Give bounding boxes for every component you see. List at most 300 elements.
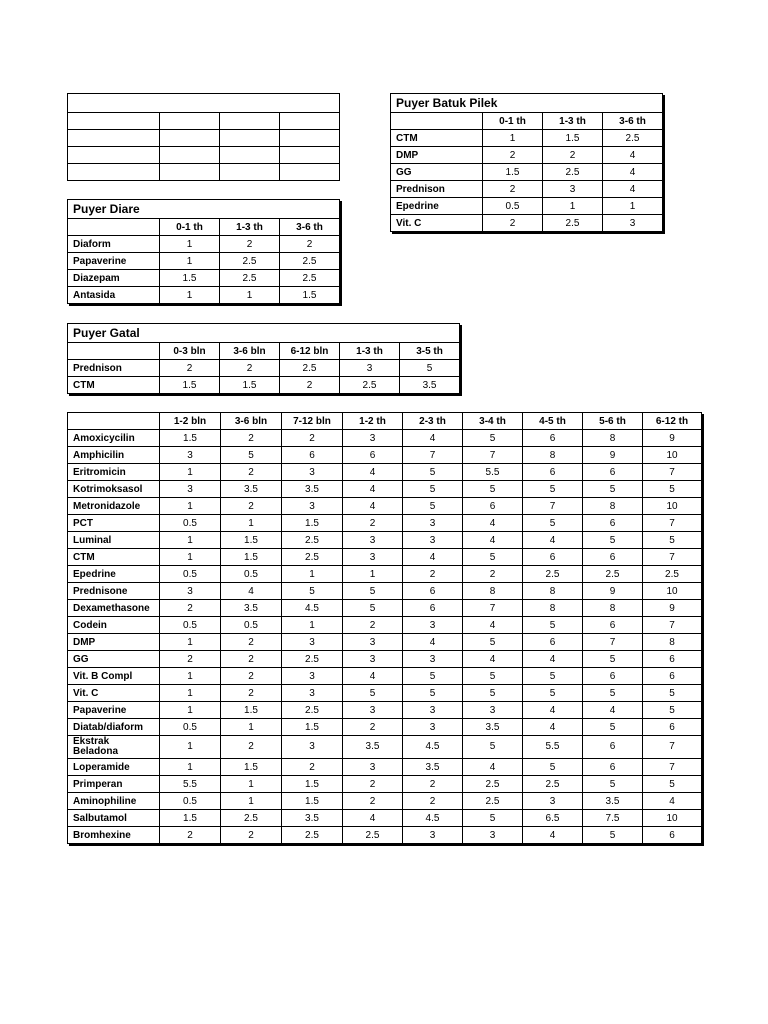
dose-cell: 8 bbox=[583, 600, 643, 617]
dose-cell: 1 bbox=[160, 759, 221, 776]
dose-cell: 5 bbox=[523, 481, 583, 498]
row-label: GG bbox=[68, 651, 160, 668]
blank-cell bbox=[160, 164, 220, 181]
dose-cell: 4 bbox=[463, 532, 523, 549]
dose-cell: 5 bbox=[643, 685, 702, 702]
dose-cell: 0.5 bbox=[483, 198, 543, 215]
row-label: Prednison bbox=[391, 181, 483, 198]
dose-cell: 5 bbox=[403, 464, 463, 481]
dose-cell: 2 bbox=[343, 719, 403, 736]
dose-cell: 2 bbox=[220, 360, 280, 377]
dose-cell: 2 bbox=[483, 147, 543, 164]
dose-cell: 6 bbox=[583, 668, 643, 685]
dose-cell: 2.5 bbox=[523, 566, 583, 583]
dose-cell: 5.5 bbox=[523, 736, 583, 759]
table-row bbox=[68, 685, 702, 702]
dose-cell: 5 bbox=[583, 827, 643, 844]
dose-cell: 3 bbox=[282, 685, 343, 702]
dose-cell: 8 bbox=[523, 583, 583, 600]
dose-cell: 5 bbox=[583, 651, 643, 668]
dose-cell: 7 bbox=[523, 498, 583, 515]
dose-cell: 5 bbox=[523, 617, 583, 634]
blank-cell bbox=[68, 130, 160, 147]
column-header: 0-1 th bbox=[483, 113, 543, 130]
dose-cell: 5 bbox=[463, 634, 523, 651]
dose-cell: 5 bbox=[463, 810, 523, 827]
dose-cell: 7 bbox=[463, 447, 523, 464]
table-row bbox=[68, 532, 702, 549]
dose-cell: 2 bbox=[160, 600, 221, 617]
dose-cell: 3 bbox=[403, 532, 463, 549]
column-header bbox=[68, 219, 160, 236]
dose-cell: 2 bbox=[221, 651, 282, 668]
dose-cell: 6 bbox=[463, 498, 523, 515]
dose-cell: 0.5 bbox=[160, 617, 221, 634]
dose-cell: 3 bbox=[403, 617, 463, 634]
column-header: 1-3 th bbox=[543, 113, 603, 130]
dose-cell: 1.5 bbox=[282, 776, 343, 793]
blank-table bbox=[67, 93, 340, 181]
dose-cell: 8 bbox=[523, 447, 583, 464]
column-header: 3-6 th bbox=[603, 113, 663, 130]
dose-cell: 2 bbox=[282, 430, 343, 447]
dose-cell: 3 bbox=[403, 515, 463, 532]
column-header: 6-12 bln bbox=[280, 343, 340, 360]
dose-cell: 1.5 bbox=[160, 810, 221, 827]
row-label: CTM bbox=[391, 130, 483, 147]
dose-cell: 5 bbox=[463, 549, 523, 566]
dose-cell: 4 bbox=[523, 651, 583, 668]
dose-cell: 5 bbox=[463, 668, 523, 685]
row-label: Kotrimoksasol bbox=[68, 481, 160, 498]
dose-cell: 2 bbox=[403, 776, 463, 793]
dose-cell: 1 bbox=[483, 130, 543, 147]
column-header: 1-3 th bbox=[340, 343, 400, 360]
table-row bbox=[68, 377, 460, 394]
row-label: GG bbox=[391, 164, 483, 181]
dose-cell: 5 bbox=[643, 776, 702, 793]
dose-cell: 2 bbox=[282, 759, 343, 776]
dose-cell: 4 bbox=[221, 583, 282, 600]
table-row bbox=[68, 236, 340, 253]
dose-cell: 0.5 bbox=[221, 566, 282, 583]
dose-cell: 1 bbox=[221, 776, 282, 793]
table-row bbox=[68, 549, 702, 566]
dose-cell: 3 bbox=[160, 481, 221, 498]
dose-cell: 1 bbox=[160, 464, 221, 481]
table-row bbox=[68, 827, 702, 844]
dose-cell: 1.5 bbox=[483, 164, 543, 181]
dose-cell: 5 bbox=[463, 481, 523, 498]
blank-cell bbox=[280, 147, 340, 164]
dose-cell: 5 bbox=[583, 776, 643, 793]
row-label: Eritromicin bbox=[68, 464, 160, 481]
row-label: Vit. B Compl bbox=[68, 668, 160, 685]
dose-cell: 1 bbox=[221, 793, 282, 810]
dose-cell: 3 bbox=[343, 634, 403, 651]
dose-cell: 1.5 bbox=[221, 532, 282, 549]
dose-cell: 0.5 bbox=[160, 515, 221, 532]
table-row bbox=[391, 181, 663, 198]
blank-cell bbox=[220, 113, 280, 130]
table-row bbox=[68, 430, 702, 447]
dose-cell: 6 bbox=[403, 583, 463, 600]
dose-cell: 5 bbox=[463, 685, 523, 702]
dose-cell: 9 bbox=[583, 447, 643, 464]
dose-cell: 1 bbox=[160, 532, 221, 549]
dose-cell: 5 bbox=[643, 481, 702, 498]
dose-cell: 3 bbox=[343, 532, 403, 549]
dose-cell: 2 bbox=[403, 793, 463, 810]
dose-cell: 1.5 bbox=[160, 270, 220, 287]
dose-cell: 1 bbox=[160, 702, 221, 719]
dose-cell: 3 bbox=[403, 827, 463, 844]
dose-cell: 3.5 bbox=[221, 600, 282, 617]
dose-cell: 2.5 bbox=[280, 360, 340, 377]
dose-cell: 10 bbox=[643, 810, 702, 827]
dose-cell: 1 bbox=[543, 198, 603, 215]
row-label: Ekstrak Beladona bbox=[68, 736, 160, 759]
dose-cell: 2 bbox=[221, 685, 282, 702]
dose-cell: 6 bbox=[523, 464, 583, 481]
column-header bbox=[68, 343, 160, 360]
dose-cell: 1.5 bbox=[221, 759, 282, 776]
column-header: 3-6 th bbox=[280, 219, 340, 236]
dose-cell: 1 bbox=[160, 498, 221, 515]
dose-cell: 5 bbox=[403, 685, 463, 702]
dose-cell: 3.5 bbox=[282, 810, 343, 827]
blank-cell bbox=[68, 164, 160, 181]
row-label: Prednisone bbox=[68, 583, 160, 600]
dose-cell: 8 bbox=[583, 498, 643, 515]
blank-cell bbox=[160, 113, 220, 130]
dose-cell: 0.5 bbox=[160, 719, 221, 736]
table-row bbox=[68, 515, 702, 532]
dose-cell: 3 bbox=[282, 668, 343, 685]
dose-cell: 3 bbox=[403, 719, 463, 736]
dose-cell: 2 bbox=[543, 147, 603, 164]
table-row bbox=[68, 253, 340, 270]
row-label: DMP bbox=[68, 634, 160, 651]
dose-cell: 3 bbox=[463, 827, 523, 844]
dose-cell: 5 bbox=[463, 430, 523, 447]
dose-cell: 4 bbox=[343, 668, 403, 685]
table-row bbox=[68, 287, 340, 304]
dose-cell: 4 bbox=[643, 793, 702, 810]
dose-cell: 2.5 bbox=[282, 651, 343, 668]
dose-cell: 2 bbox=[343, 793, 403, 810]
table-row bbox=[68, 759, 702, 776]
table-row bbox=[68, 793, 702, 810]
dose-cell: 5 bbox=[343, 685, 403, 702]
table-row bbox=[68, 498, 702, 515]
dose-cell: 7 bbox=[643, 515, 702, 532]
dose-cell: 6 bbox=[282, 447, 343, 464]
dose-cell: 5 bbox=[583, 532, 643, 549]
dose-cell: 3 bbox=[543, 181, 603, 198]
dose-cell: 3 bbox=[403, 702, 463, 719]
dose-cell: 8 bbox=[523, 600, 583, 617]
row-label: Primperan bbox=[68, 776, 160, 793]
dose-cell: 6 bbox=[403, 600, 463, 617]
puyer-diare-table bbox=[67, 199, 340, 304]
dose-cell: 2 bbox=[160, 651, 221, 668]
dose-cell: 7 bbox=[643, 617, 702, 634]
table-row bbox=[391, 130, 663, 147]
table-title-row bbox=[68, 200, 340, 219]
row-label: Loperamide bbox=[68, 759, 160, 776]
dose-cell: 5 bbox=[523, 668, 583, 685]
table-title-row bbox=[391, 94, 663, 113]
dose-cell: 4 bbox=[403, 549, 463, 566]
table-row bbox=[68, 634, 702, 651]
table-row bbox=[68, 481, 702, 498]
row-label: PCT bbox=[68, 515, 160, 532]
dose-cell: 3.5 bbox=[583, 793, 643, 810]
dose-cell: 1 bbox=[160, 236, 220, 253]
dose-cell: 4 bbox=[403, 430, 463, 447]
dose-cell: 6 bbox=[643, 827, 702, 844]
dose-cell: 4.5 bbox=[403, 736, 463, 759]
row-label: Epedrine bbox=[391, 198, 483, 215]
dose-cell: 7 bbox=[583, 634, 643, 651]
table-title: Puyer Gatal bbox=[68, 324, 460, 343]
header-row bbox=[391, 113, 663, 130]
dose-cell: 5 bbox=[643, 532, 702, 549]
dose-cell: 6 bbox=[643, 719, 702, 736]
table-row bbox=[391, 164, 663, 181]
dose-cell: 1.5 bbox=[282, 719, 343, 736]
blank-cell bbox=[220, 130, 280, 147]
dose-cell: 2.5 bbox=[340, 377, 400, 394]
dose-cell: 6 bbox=[523, 430, 583, 447]
dose-cell: 6 bbox=[583, 617, 643, 634]
dose-cell: 2 bbox=[220, 236, 280, 253]
column-header: 2-3 th bbox=[403, 413, 463, 430]
dose-cell: 4 bbox=[463, 515, 523, 532]
table-row bbox=[68, 736, 702, 759]
column-header: 1-3 th bbox=[220, 219, 280, 236]
dose-cell: 7 bbox=[643, 736, 702, 759]
row-label: Prednison bbox=[68, 360, 160, 377]
dose-cell: 4 bbox=[523, 702, 583, 719]
dose-cell: 1 bbox=[160, 685, 221, 702]
table-row bbox=[68, 776, 702, 793]
dose-cell: 1.5 bbox=[282, 515, 343, 532]
dose-cell: 3 bbox=[340, 360, 400, 377]
dose-cell: 2.5 bbox=[603, 130, 663, 147]
dose-cell: 4 bbox=[603, 181, 663, 198]
table-row bbox=[391, 147, 663, 164]
dose-cell: 5 bbox=[463, 736, 523, 759]
row-label: Vit. C bbox=[391, 215, 483, 232]
column-header: 5-6 th bbox=[583, 413, 643, 430]
row-label: CTM bbox=[68, 377, 160, 394]
column-header: 6-12 th bbox=[643, 413, 702, 430]
dose-cell: 7 bbox=[643, 464, 702, 481]
dose-cell: 1 bbox=[160, 549, 221, 566]
dose-cell: 1 bbox=[220, 287, 280, 304]
dose-cell: 4 bbox=[403, 634, 463, 651]
dose-cell: 3 bbox=[282, 498, 343, 515]
dose-cell: 2.5 bbox=[463, 776, 523, 793]
dose-cell: 7 bbox=[643, 759, 702, 776]
dose-cell: 3 bbox=[343, 702, 403, 719]
dose-cell: 0.5 bbox=[221, 617, 282, 634]
dose-cell: 4 bbox=[603, 164, 663, 181]
column-header: 0-1 th bbox=[160, 219, 220, 236]
dose-cell: 9 bbox=[643, 600, 702, 617]
header-row bbox=[68, 219, 340, 236]
dose-cell: 2 bbox=[343, 515, 403, 532]
column-header: 3-4 th bbox=[463, 413, 523, 430]
dose-cell: 2 bbox=[221, 430, 282, 447]
dose-cell: 2 bbox=[160, 827, 221, 844]
dose-cell: 1 bbox=[343, 566, 403, 583]
dose-cell: 5 bbox=[343, 583, 403, 600]
dose-cell: 4.5 bbox=[282, 600, 343, 617]
dose-cell: 6 bbox=[343, 447, 403, 464]
column-header bbox=[68, 413, 160, 430]
dose-cell: 6 bbox=[583, 549, 643, 566]
table-row bbox=[68, 464, 702, 481]
dose-cell: 1.5 bbox=[280, 287, 340, 304]
row-label: DMP bbox=[391, 147, 483, 164]
dose-cell: 1.5 bbox=[221, 549, 282, 566]
dose-cell: 3.5 bbox=[282, 481, 343, 498]
dose-cell: 3 bbox=[343, 651, 403, 668]
row-label: Amphicilin bbox=[68, 447, 160, 464]
dose-cell: 5 bbox=[400, 360, 460, 377]
row-label: Papaverine bbox=[68, 253, 160, 270]
dose-cell: 5 bbox=[403, 481, 463, 498]
dose-cell: 1 bbox=[160, 736, 221, 759]
table-row bbox=[68, 719, 702, 736]
dose-cell: 8 bbox=[463, 583, 523, 600]
blank-cell bbox=[160, 147, 220, 164]
dose-cell: 4 bbox=[463, 759, 523, 776]
dose-cell: 5 bbox=[403, 498, 463, 515]
dose-cell: 5 bbox=[643, 702, 702, 719]
dose-cell: 4 bbox=[343, 464, 403, 481]
blank-cell bbox=[220, 147, 280, 164]
table-row bbox=[68, 566, 702, 583]
dose-cell: 5 bbox=[221, 447, 282, 464]
dose-cell: 1 bbox=[160, 668, 221, 685]
table-row bbox=[68, 360, 460, 377]
row-label: Vit. C bbox=[68, 685, 160, 702]
dose-cell: 3 bbox=[343, 759, 403, 776]
blank-cell bbox=[280, 130, 340, 147]
dose-cell: 5 bbox=[583, 685, 643, 702]
dose-cell: 5 bbox=[583, 719, 643, 736]
row-label: Antasida bbox=[68, 287, 160, 304]
dose-cell: 1 bbox=[221, 719, 282, 736]
dose-cell: 9 bbox=[583, 583, 643, 600]
row-label: Diaform bbox=[68, 236, 160, 253]
table-row bbox=[391, 198, 663, 215]
row-label: Diazepam bbox=[68, 270, 160, 287]
dose-cell: 4 bbox=[523, 827, 583, 844]
dose-cell: 5 bbox=[583, 481, 643, 498]
dose-cell: 6 bbox=[583, 464, 643, 481]
table-row bbox=[68, 810, 702, 827]
dose-cell: 3 bbox=[343, 430, 403, 447]
row-label: Aminophiline bbox=[68, 793, 160, 810]
dose-cell: 2 bbox=[343, 776, 403, 793]
dose-cell: 2 bbox=[280, 377, 340, 394]
dose-cell: 6.5 bbox=[523, 810, 583, 827]
dose-cell: 2 bbox=[160, 360, 220, 377]
dose-cell: 2 bbox=[221, 668, 282, 685]
row-label: Codein bbox=[68, 617, 160, 634]
dose-cell: 2.5 bbox=[523, 776, 583, 793]
row-label: Salbutamol bbox=[68, 810, 160, 827]
dose-cell: 2.5 bbox=[282, 702, 343, 719]
dose-cell: 2 bbox=[483, 215, 543, 232]
dose-cell: 3 bbox=[160, 447, 221, 464]
dose-cell: 3.5 bbox=[221, 481, 282, 498]
dose-cell: 1 bbox=[160, 253, 220, 270]
dose-cell: 4 bbox=[583, 702, 643, 719]
dose-cell: 4 bbox=[463, 651, 523, 668]
row-label: Dexamethasone bbox=[68, 600, 160, 617]
dose-cell: 2.5 bbox=[221, 810, 282, 827]
blank-table-title bbox=[68, 94, 340, 113]
dose-cell: 2 bbox=[221, 736, 282, 759]
dose-cell: 1 bbox=[160, 634, 221, 651]
row-label: Epedrine bbox=[68, 566, 160, 583]
dose-cell: 1 bbox=[160, 287, 220, 304]
dose-cell: 0.5 bbox=[160, 566, 221, 583]
dose-cell: 3.5 bbox=[343, 736, 403, 759]
dose-cell: 6 bbox=[643, 668, 702, 685]
dose-cell: 2.5 bbox=[282, 549, 343, 566]
dose-cell: 7 bbox=[463, 600, 523, 617]
column-header: 7-12 bln bbox=[282, 413, 343, 430]
blank-cell bbox=[160, 130, 220, 147]
dose-cell: 4 bbox=[343, 498, 403, 515]
dose-cell: 1.5 bbox=[220, 377, 280, 394]
dose-cell: 6 bbox=[523, 634, 583, 651]
table-row bbox=[391, 215, 663, 232]
row-label: Diatab/diaform bbox=[68, 719, 160, 736]
row-label: CTM bbox=[68, 549, 160, 566]
dose-cell: 6 bbox=[643, 651, 702, 668]
dose-cell: 2.5 bbox=[463, 793, 523, 810]
dosage-table bbox=[67, 412, 702, 844]
dose-cell: 5 bbox=[403, 668, 463, 685]
dose-cell: 2.5 bbox=[282, 532, 343, 549]
table-title-row bbox=[68, 324, 460, 343]
table-row bbox=[68, 600, 702, 617]
dose-cell: 9 bbox=[643, 430, 702, 447]
dose-cell: 1 bbox=[282, 617, 343, 634]
column-header: 3-6 bln bbox=[221, 413, 282, 430]
row-label: Bromhexine bbox=[68, 827, 160, 844]
dose-cell: 3 bbox=[160, 583, 221, 600]
dose-cell: 5 bbox=[523, 685, 583, 702]
dose-cell: 2.5 bbox=[583, 566, 643, 583]
dose-cell: 5.5 bbox=[160, 776, 221, 793]
dose-cell: 3 bbox=[463, 702, 523, 719]
dose-cell: 2 bbox=[463, 566, 523, 583]
dose-cell: 2.5 bbox=[220, 270, 280, 287]
dose-cell: 4 bbox=[603, 147, 663, 164]
dose-cell: 6 bbox=[583, 759, 643, 776]
blank-cell bbox=[68, 147, 160, 164]
row-label: Papaverine bbox=[68, 702, 160, 719]
